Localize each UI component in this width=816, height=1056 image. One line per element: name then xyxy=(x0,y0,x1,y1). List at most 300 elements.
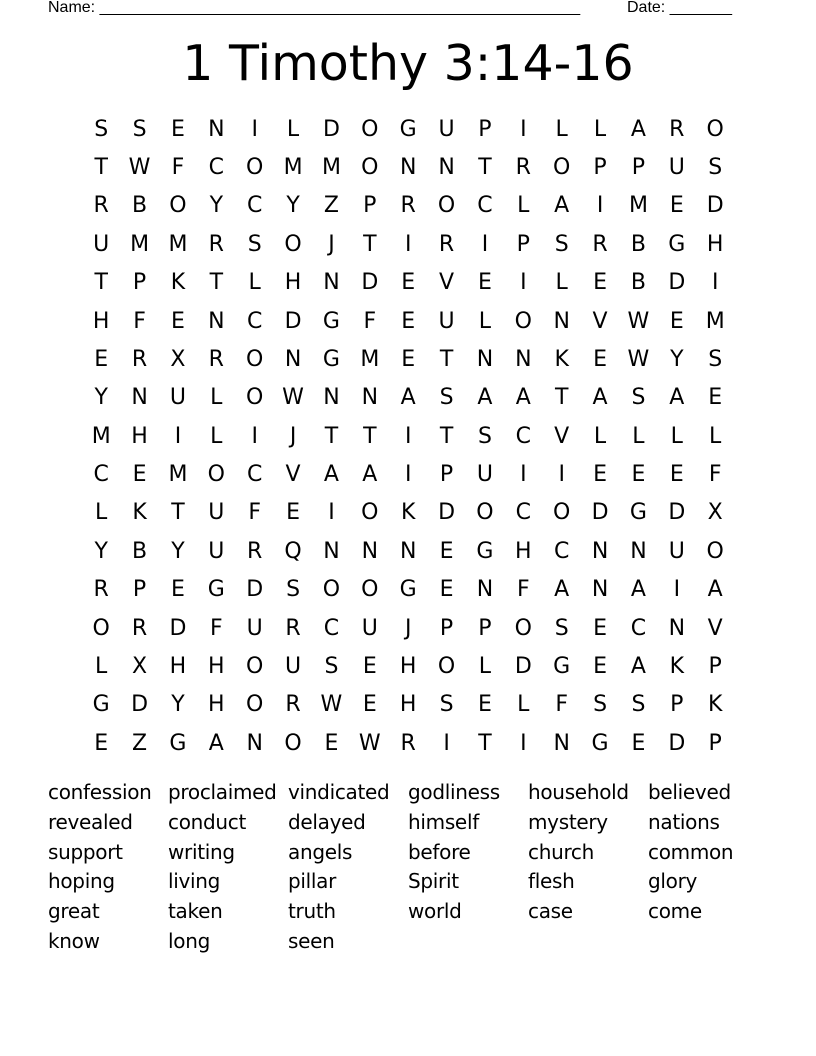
word-list-item: Spirit xyxy=(408,869,459,894)
grid-cell: G xyxy=(207,577,225,603)
grid-cell: G xyxy=(591,730,609,756)
grid-cell: V xyxy=(592,308,608,334)
grid-cell: S xyxy=(477,423,492,449)
grid-cell: A xyxy=(323,462,339,488)
grid-cell: R xyxy=(285,615,301,641)
grid-cell: A xyxy=(208,730,224,756)
grid-cell: K xyxy=(554,346,569,372)
grid-cell: W xyxy=(320,692,343,718)
grid-cell: H xyxy=(92,308,110,334)
grid-cell: D xyxy=(514,653,532,679)
grid-cell: H xyxy=(208,653,225,679)
grid-cell: P xyxy=(132,577,147,603)
grid-cell: I xyxy=(520,270,527,296)
word-list-item: household xyxy=(528,780,629,804)
grid-cell: N xyxy=(591,538,609,564)
grid-cell: H xyxy=(131,423,148,449)
grid-cell: D xyxy=(438,500,456,526)
grid-cell: O xyxy=(514,308,532,334)
grid-cell: O xyxy=(322,577,341,603)
word-list-item: believed xyxy=(648,780,731,804)
grid-cell: P xyxy=(478,116,492,142)
grid-cell: R xyxy=(131,346,148,372)
grid-cell: O xyxy=(476,500,494,526)
grid-cell: V xyxy=(707,615,723,641)
word-list-item: great xyxy=(48,899,100,924)
grid-cell: L xyxy=(632,423,645,449)
grid-cell: N xyxy=(553,730,570,756)
grid-cell: O xyxy=(92,615,110,641)
word-list-item: conduct xyxy=(168,809,247,834)
grid-cell: C xyxy=(323,615,340,641)
grid-cell: R xyxy=(93,193,109,219)
grid-cell: L xyxy=(555,116,568,142)
grid-cell: U xyxy=(438,308,455,334)
grid-cell: J xyxy=(289,423,297,449)
grid-cell: P xyxy=(708,730,722,756)
grid-cell: X xyxy=(170,346,186,372)
grid-cell: G xyxy=(322,346,340,372)
grid-cell: N xyxy=(515,346,532,372)
grid-cell: K xyxy=(707,692,723,718)
grid-cell: O xyxy=(246,385,264,411)
grid-cell: A xyxy=(669,385,685,411)
grid-cell: E xyxy=(401,346,416,372)
grid-cell: T xyxy=(363,423,377,449)
grid-cell: V xyxy=(554,423,570,449)
grid-cell: W xyxy=(128,155,151,181)
header xyxy=(48,0,748,18)
grid-cell: F xyxy=(555,692,569,718)
grid-cell: C xyxy=(515,423,531,449)
grid-cell: I xyxy=(596,193,604,219)
grid-cell: G xyxy=(169,730,187,756)
grid-cell: O xyxy=(361,577,379,603)
grid-cell: O xyxy=(437,653,456,679)
word-list-item: delayed xyxy=(288,809,366,834)
grid-cell: S xyxy=(324,653,339,679)
grid-cell: R xyxy=(669,116,685,142)
grid-cell: P xyxy=(439,615,454,641)
grid-cell: I xyxy=(558,462,565,488)
grid-cell: E xyxy=(439,538,454,564)
word-list-item: writing xyxy=(168,839,235,864)
grid-cell: O xyxy=(284,730,302,756)
grid-cell: K xyxy=(669,653,685,679)
grid-cell: E xyxy=(593,462,608,488)
grid-cell: H xyxy=(284,270,302,296)
grid-cell: R xyxy=(592,231,608,257)
grid-cell: P xyxy=(670,692,684,718)
grid-cell: E xyxy=(362,653,377,679)
grid-cell: S xyxy=(708,346,723,372)
grid-cell: R xyxy=(131,615,148,641)
grid-cell: N xyxy=(438,155,455,181)
grid-cell: N xyxy=(476,577,494,603)
grid-cell: L xyxy=(593,116,607,142)
grid-cell: E xyxy=(669,308,684,334)
grid-cell: D xyxy=(131,692,149,718)
grid-cell: R xyxy=(247,538,263,564)
grid-cell: X xyxy=(707,500,723,526)
grid-cell: K xyxy=(400,500,416,526)
grid-cell: A xyxy=(362,462,378,488)
grid-cell: I xyxy=(174,423,182,449)
grid-cell: O xyxy=(361,500,379,526)
word-list-item: nations xyxy=(648,809,720,834)
grid-cell: B xyxy=(132,193,148,219)
grid-cell: E xyxy=(477,270,492,296)
grid-cell: M xyxy=(168,231,188,257)
grid-cell: X xyxy=(132,653,148,679)
grid-cell: Y xyxy=(286,193,300,219)
grid-cell: L xyxy=(478,653,492,679)
grid-cell: B xyxy=(630,231,646,257)
grid-cell: E xyxy=(593,653,608,679)
grid-cell: S xyxy=(439,692,454,718)
grid-cell: C xyxy=(554,538,570,564)
word-list-item: taken xyxy=(168,899,223,924)
grid-cell: R xyxy=(400,193,416,219)
word-list-item: long xyxy=(168,928,210,953)
grid-cell: D xyxy=(668,730,686,756)
grid-cell: E xyxy=(669,462,684,488)
grid-cell: E xyxy=(708,385,723,411)
grid-cell: P xyxy=(516,231,530,257)
grid-cell: N xyxy=(131,385,148,411)
grid-cell: R xyxy=(515,155,531,181)
grid-cell: G xyxy=(322,308,340,334)
grid-cell: A xyxy=(477,385,493,411)
grid-cell: H xyxy=(169,653,187,679)
grid-cell: E xyxy=(669,193,684,219)
grid-cell: S xyxy=(631,692,646,718)
grid-cell: U xyxy=(668,155,685,181)
grid-cell: C xyxy=(208,155,224,181)
grid-cell: W xyxy=(627,308,650,334)
grid-cell: H xyxy=(399,692,417,718)
grid-cell: S xyxy=(593,692,608,718)
grid-cell: N xyxy=(246,730,263,756)
grid-cell: M xyxy=(705,308,725,334)
grid-cell: O xyxy=(284,231,302,257)
word-list-item: pillar xyxy=(288,869,337,894)
grid-cell: U xyxy=(208,500,225,526)
grid-cell: U xyxy=(285,653,302,679)
grid-cell: Y xyxy=(171,538,185,564)
grid-cell: P xyxy=(478,615,492,641)
grid-cell: O xyxy=(437,193,456,219)
grid-cell: O xyxy=(553,155,571,181)
grid-cell: E xyxy=(170,308,185,334)
grid-cell: N xyxy=(399,155,417,181)
grid-cell: L xyxy=(555,270,568,296)
grid-cell: O xyxy=(361,116,379,142)
grid-cell: O xyxy=(553,500,571,526)
grid-cell: R xyxy=(285,692,301,718)
grid-cell: O xyxy=(706,538,724,564)
grid-cell: T xyxy=(324,423,339,449)
word-list-item: world xyxy=(408,899,462,924)
grid-cell: L xyxy=(95,500,108,526)
grid-cell: I xyxy=(251,116,258,142)
grid-cell: D xyxy=(361,270,379,296)
name-field-label: Name: ______________________________________________________ xyxy=(48,0,581,16)
grid-cell: P xyxy=(593,155,607,181)
grid-cell: E xyxy=(401,308,416,334)
grid-cell: B xyxy=(630,270,646,296)
word-list-item: vindicated xyxy=(288,780,390,804)
grid-cell: L xyxy=(670,423,683,449)
grid-cell: U xyxy=(169,385,186,411)
grid-cell: P xyxy=(631,155,646,181)
grid-cell: L xyxy=(248,270,261,296)
grid-cell: U xyxy=(438,116,455,142)
grid-cell: N xyxy=(323,538,340,564)
word-list-item: know xyxy=(48,928,100,953)
grid-cell: I xyxy=(520,462,527,488)
grid-cell: M xyxy=(321,155,341,181)
grid-cell: C xyxy=(630,615,647,641)
grid-cell: D xyxy=(284,308,302,334)
grid-cell: D xyxy=(668,270,686,296)
grid-cell: Z xyxy=(132,730,148,756)
grid-cell: I xyxy=(328,500,335,526)
grid-cell: L xyxy=(286,116,300,142)
grid-cell: N xyxy=(208,308,225,334)
grid-cell: E xyxy=(286,500,301,526)
grid-cell: B xyxy=(132,538,148,564)
grid-cell: E xyxy=(132,462,147,488)
grid-cell: E xyxy=(593,615,608,641)
grid-cell: M xyxy=(91,423,111,449)
grid-cell: S xyxy=(286,577,301,603)
grid-cell: M xyxy=(360,346,380,372)
grid-cell: L xyxy=(517,193,530,219)
word-list-item: glory xyxy=(648,869,698,894)
grid-cell: S xyxy=(554,615,569,641)
grid-cell: L xyxy=(478,308,492,334)
grid-cell: S xyxy=(439,385,454,411)
grid-cell: N xyxy=(323,270,340,296)
grid-cell: D xyxy=(322,116,340,142)
grid-cell: R xyxy=(208,346,224,372)
grid-cell: H xyxy=(399,653,417,679)
grid-cell: E xyxy=(439,577,454,603)
grid-cell: Y xyxy=(94,385,108,411)
word-list-item: support xyxy=(48,839,123,864)
grid-cell: E xyxy=(324,730,339,756)
grid-cell: I xyxy=(404,423,412,449)
grid-cell: U xyxy=(361,615,378,641)
grid-cell: O xyxy=(246,692,264,718)
grid-cell: F xyxy=(363,308,377,334)
grid-cell: N xyxy=(630,538,647,564)
grid-cell: A xyxy=(630,116,646,142)
grid-cell: A xyxy=(592,385,608,411)
grid-cell: T xyxy=(478,730,492,756)
grid-cell: I xyxy=(251,423,258,449)
word-list-item: truth xyxy=(288,899,336,924)
grid-cell: F xyxy=(708,462,722,488)
grid-cell: W xyxy=(358,730,381,756)
grid-cell: O xyxy=(514,615,532,641)
grid-cell: Q xyxy=(284,538,302,564)
grid-cell: R xyxy=(400,730,416,756)
grid-cell: O xyxy=(246,346,264,372)
grid-cell: T xyxy=(171,500,185,526)
grid-cell: G xyxy=(553,653,571,679)
grid-cell: Y xyxy=(94,538,108,564)
grid-cell: Y xyxy=(171,692,185,718)
word-list-item: before xyxy=(408,839,471,864)
grid-cell: O xyxy=(246,155,264,181)
grid-cell: R xyxy=(208,231,224,257)
grid-cell: E xyxy=(593,346,608,372)
word-list-item: hoping xyxy=(48,869,115,894)
grid-cell: N xyxy=(361,385,379,411)
grid-cell: H xyxy=(208,692,225,718)
grid-cell: L xyxy=(593,423,607,449)
word-list-item: flesh xyxy=(528,869,575,894)
grid-cell: L xyxy=(210,385,223,411)
grid-cell: M xyxy=(168,462,188,488)
grid-cell: J xyxy=(328,231,335,257)
grid-cell: E xyxy=(593,270,608,296)
word-list-item: godliness xyxy=(408,780,500,804)
grid-cell: U xyxy=(93,231,110,257)
grid-cell: N xyxy=(399,538,417,564)
word-list-item: mystery xyxy=(528,809,608,834)
grid-cell: E xyxy=(170,116,185,142)
grid-cell: F xyxy=(171,155,185,181)
grid-cell: G xyxy=(476,538,494,564)
grid-cell: N xyxy=(476,346,494,372)
grid-cell: D xyxy=(246,577,264,603)
grid-cell: C xyxy=(515,500,531,526)
grid-cell: M xyxy=(283,155,303,181)
grid-cell: I xyxy=(711,270,719,296)
word-list-item: living xyxy=(168,869,221,894)
grid-cell: Y xyxy=(209,193,224,219)
grid-cell: O xyxy=(246,653,264,679)
grid-cell: E xyxy=(631,730,646,756)
grid-cell: P xyxy=(708,653,722,679)
grid-cell: A xyxy=(554,193,570,219)
grid-cell: E xyxy=(631,462,646,488)
grid-cell: P xyxy=(439,462,454,488)
grid-cell: E xyxy=(401,270,416,296)
grid-cell: T xyxy=(439,346,454,372)
word-list-item: angels xyxy=(288,839,353,864)
grid-cell: C xyxy=(247,462,263,488)
grid-cell: S xyxy=(94,116,109,142)
grid-cell: N xyxy=(668,615,686,641)
word-list xyxy=(48,778,768,957)
grid-cell: D xyxy=(668,500,686,526)
grid-cell: L xyxy=(709,423,722,449)
word-list-item: common xyxy=(648,839,734,864)
grid-cell: D xyxy=(591,500,609,526)
grid-cell: A xyxy=(554,577,570,603)
grid-cell: H xyxy=(515,538,532,564)
grid-cell: E xyxy=(477,692,492,718)
grid-cell: E xyxy=(170,577,185,603)
grid-cell: U xyxy=(476,462,493,488)
grid-cell: D xyxy=(706,193,724,219)
word-list-item: confession xyxy=(48,780,152,804)
grid-cell: G xyxy=(668,231,686,257)
grid-cell: S xyxy=(132,116,147,142)
grid-cell: G xyxy=(629,500,647,526)
grid-cell: V xyxy=(285,462,301,488)
grid-cell: I xyxy=(481,231,489,257)
grid-cell: S xyxy=(631,385,646,411)
page-title: 1 Timothy 3:14-16 xyxy=(182,35,634,92)
grid-cell: R xyxy=(93,577,109,603)
grid-cell: C xyxy=(247,193,263,219)
grid-cell: U xyxy=(208,538,225,564)
grid-cell: I xyxy=(404,462,412,488)
grid-cell: N xyxy=(361,538,379,564)
grid-cell: E xyxy=(94,730,109,756)
grid-cell: F xyxy=(133,308,146,334)
grid-cell: O xyxy=(361,155,379,181)
grid-cell: U xyxy=(668,538,685,564)
grid-cell: E xyxy=(94,346,109,372)
grid-cell: S xyxy=(708,155,723,181)
grid-cell: K xyxy=(132,500,147,526)
grid-cell: A xyxy=(515,385,531,411)
grid-cell: T xyxy=(94,270,108,296)
date-field-label: Date: _______ xyxy=(627,0,732,16)
grid-cell: P xyxy=(132,270,147,296)
grid-cell: L xyxy=(210,423,223,449)
grid-cell: G xyxy=(399,116,417,142)
grid-cell: F xyxy=(516,577,530,603)
grid-cell: C xyxy=(247,308,263,334)
grid-cell: N xyxy=(553,308,570,334)
grid-cell: I xyxy=(443,730,450,756)
grid-cell: A xyxy=(630,577,646,603)
grid-cell: D xyxy=(169,615,187,641)
grid-cell: G xyxy=(399,577,417,603)
grid-cell: E xyxy=(362,692,377,718)
grid-cell: A xyxy=(707,577,723,603)
grid-cell: I xyxy=(520,116,527,142)
grid-cell: K xyxy=(170,270,186,296)
grid-cell: U xyxy=(246,615,263,641)
grid-cell: Z xyxy=(323,193,339,219)
grid-cell: I xyxy=(520,730,527,756)
grid-cell: Y xyxy=(670,346,684,372)
grid-cell: M xyxy=(130,231,150,257)
word-list-item: come xyxy=(648,899,702,924)
grid-cell: A xyxy=(630,653,646,679)
grid-cell: F xyxy=(248,500,262,526)
word-list-item: seen xyxy=(288,928,335,953)
grid-cell: F xyxy=(209,615,223,641)
grid-cell: T xyxy=(94,155,108,181)
word-list-item: proclaimed xyxy=(168,780,277,804)
letter-grid xyxy=(82,110,734,762)
grid-cell: M xyxy=(628,193,648,219)
grid-cell: W xyxy=(282,385,304,411)
grid-cell: N xyxy=(208,116,225,142)
grid-cell: N xyxy=(591,577,609,603)
grid-cell: C xyxy=(477,193,493,219)
grid-cell: I xyxy=(673,577,681,603)
